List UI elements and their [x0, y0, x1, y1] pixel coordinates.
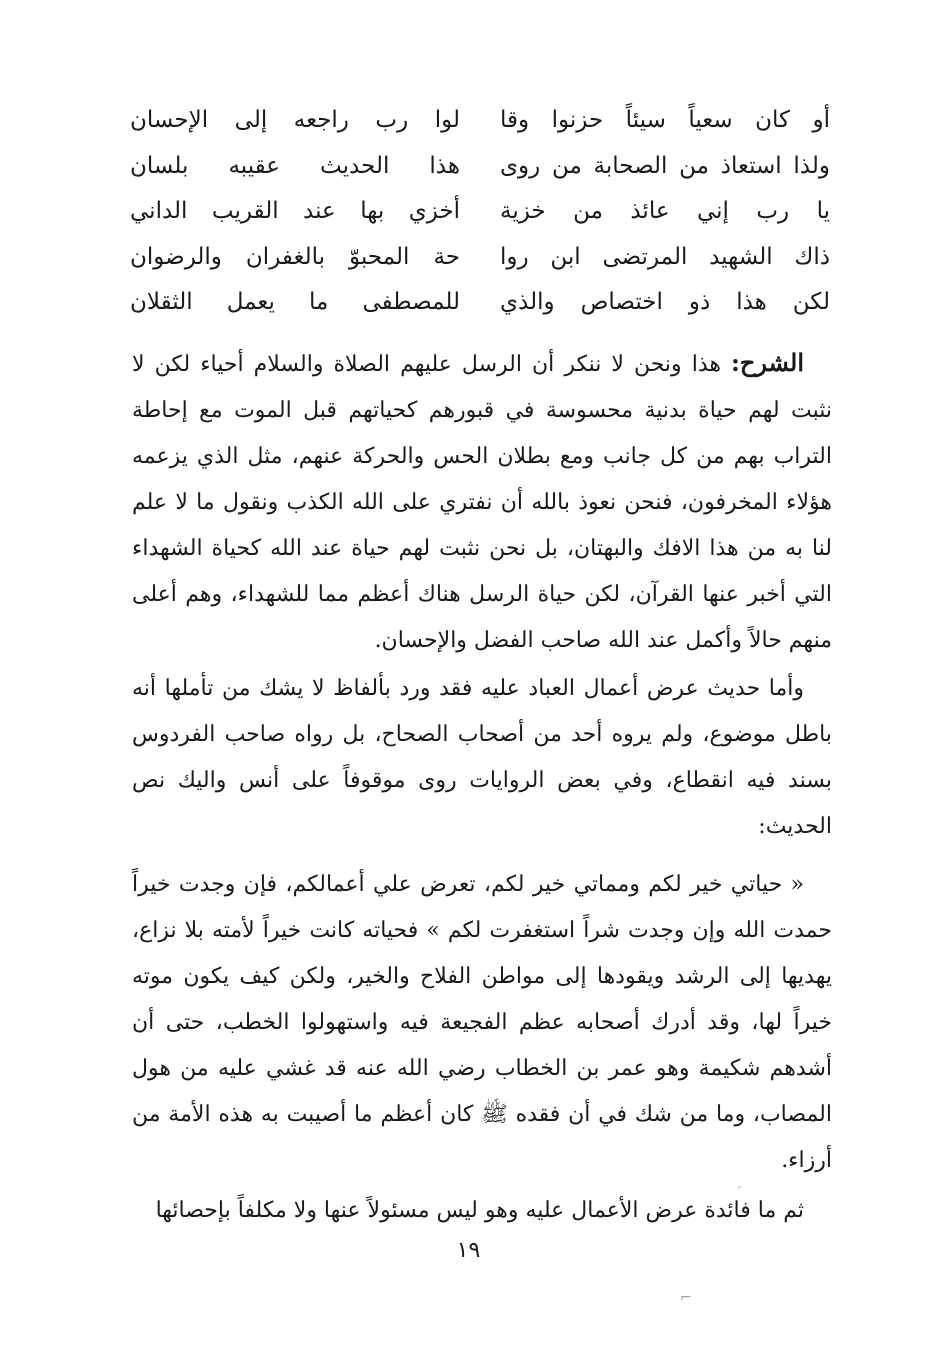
verse-second-hemistich: هذا الحديث عقيبه بلسان: [130, 152, 460, 179]
verse-second-hemistich: أخزي بها عند القريب الداني: [130, 198, 460, 224]
commentary-text: هذا ونحن لا ننكر أن الرسل عليهم الصلاة والسلام أحياء لكن لا نثبت لهم حياة بدنية محسوسة في قبورهم كحياتهم قبل الموت مع إحاطة التراب بهم من كل جانب ومع بطلان الحس والحركة عنهم، مثل الذي يزعمه هؤلاء المخرفون، فنحن نعوذ بالله أن نفتري على الله الكذب ونقول ما لا علم لنا به من هذا الافك والبهتان، بل نحن نثبت لهم حياة عند الله كحياة الشهداء التي أخبر عنها القرآن، لكن حياة الرسل هناك أعظم مما للشهداء، وهم أعلى منهم حالاً وأكمل عند الله صاحب الفضل والإحسان.: [132, 352, 832, 653]
verse-second-hemistich: لوا رب راجعه إلى الإحسان: [130, 107, 460, 133]
verse-line: [130, 235, 830, 281]
verse-line: [130, 189, 830, 235]
pencil-mark-icon: ˊ: [735, 1185, 742, 1201]
verse-second-hemistich: للمصطفى ما يعمل الثقلان: [130, 289, 460, 315]
commentary-heading: الشرح:: [731, 348, 804, 377]
verse-line: [130, 280, 830, 326]
verse-first-hemistich: أو كان سعياً سيئاً حزنوا وقا: [500, 107, 830, 133]
hadith-quote-paragraph: « حياتي خير لكم ومماتي خير لكم، تعرض علي أعمالكم، فإن وجدت خيراً حمدت الله وإن وجدت شراً استغفرت لكم » فحياته كانت خيراً لأمته بلا نزاع، يهديها إلى الرشد ويقودها إلى مواطن الفلاح والخير، ولكن كيف يكون موته خيراً لها، وقد أدرك أصحابه عظم الفجيعة فيه واستهولوا الخطب، حتى أن أشدهم شكيمة وهو عمر بن الخطاب رضي الله عنه قد غشي عليه من هول المصاب، وما من شك في أن فقده ﷺ كان أعظم ما أصيبت به هذه الأمة من أرزاء.: [132, 872, 833, 1173]
continuation-paragraph: ثم ما فائدة عرض الأعمال عليه وهو ليس مسئولاً عنها ولا مكلفاً بإحصائها: [155, 1198, 804, 1223]
page-number: ١٩: [456, 1238, 481, 1263]
commentary-paragraph: [132, 340, 832, 664]
poem-verses: [130, 98, 830, 326]
verse-line: [130, 144, 830, 190]
verse-line: [130, 98, 830, 144]
verse-first-hemistich: لكن هذا ذو اختصاص والذي: [500, 289, 830, 315]
verse-second-hemistich: حة المحبوّ بالغفران والرضوان: [130, 243, 460, 270]
hadith-intro-paragraph: وأما حديث عرض أعمال العباد عليه فقد ورد بألفاظ لا يشك من تأملها أنه باطل موضوع، ولم يروه أحد من أصحاب الصحاح، بل رواه صاحب الفردوس بسند فيه انقطاع، وفي بعض الروايات روى موقوفاً على أنس واليك نص الحديث:: [132, 676, 832, 839]
pencil-mark-icon: ⌐: [680, 1290, 692, 1306]
verse-first-hemistich: ذاك الشهيد المرتضى ابن روا: [500, 243, 830, 270]
verse-first-hemistich: ولذا استعاذ من الصحابة من روى: [500, 152, 830, 179]
verse-first-hemistich: يا رب إني عائذ من خزية: [500, 198, 830, 224]
